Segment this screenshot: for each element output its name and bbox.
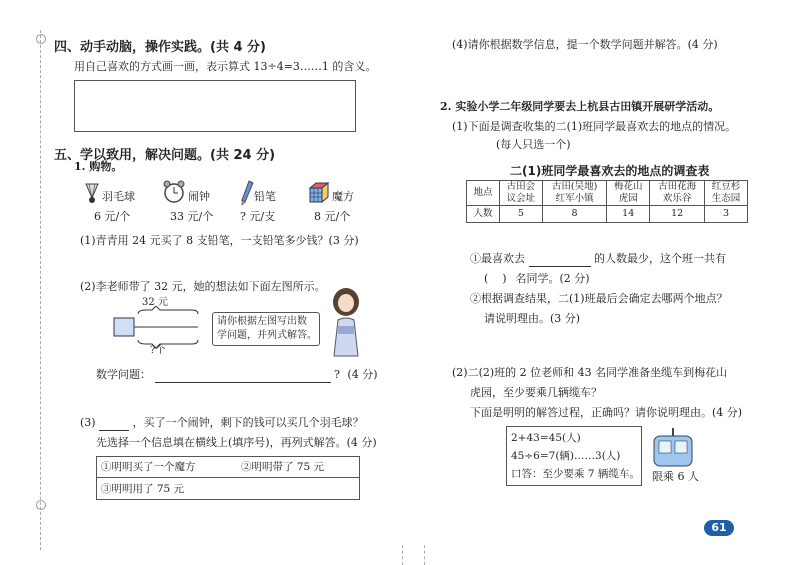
section4-title: 四、动手动脑，操作实践。(共 4 分) [54,40,266,55]
q1-2: (2)李老师带了 32 元，她的想法如下面左图所示。 [80,280,326,293]
center-fold-mark [402,545,403,565]
table-cell: 3 [705,206,748,223]
rubiks-cube-icon [308,182,330,204]
cable-car-icon [650,428,696,468]
item-price: 8 元/个 [314,210,351,223]
drawing-area[interactable] [74,80,356,132]
solution-line: 2+43=45(人) [511,432,581,444]
math-question-end: ? [334,368,340,381]
q2-1-a-text: ①最喜欢去 [470,252,525,265]
table-cell: 14 [607,206,650,223]
q1-3-text: ，买了一个闹钟，剩下的钱可以买几个羽毛球？ [132,416,364,429]
q2-1-a-line2 [484,272,590,286]
cable-car-caption: 限乘 6 人 [652,470,699,483]
speech-line: 学问题，并列式解答。 [217,330,317,341]
q2-2b: 虎园，至少要乘几辆缆车？ [470,386,602,399]
q1-3-sub: 先选择一个信息填在横线上(填序号)，再列式解答。(4 分) [96,436,377,449]
item-name: 羽毛球 [102,190,135,203]
q2-1-a-blank[interactable] [529,252,591,267]
diagram-unknown: ?个 [150,345,166,356]
item-price: 6 元/个 [94,210,131,223]
solution-box [506,426,642,486]
speech-bubble [212,312,320,346]
option-3: ③明明用了 75 元 [101,483,185,495]
q1-1: (1)青青用 24 元买了 8 支铅笔，一支铅笔多少钱？(3 分) [80,234,359,247]
speech-line: 请你根据左图写出数 [217,316,307,327]
shopping-items [80,180,380,230]
table-header-cell: 梅花山 虎园 [607,181,650,206]
math-question-score: (4 分) [347,368,378,381]
binding-line [40,30,41,550]
table-cell: 5 [500,206,543,223]
solution-line: 口答：至少要乘 7 辆缆车。 [511,468,640,480]
item-name: 魔方 [332,190,354,203]
q2-1-a [470,252,726,267]
q1-3-label: (3) [80,416,96,429]
math-question-blank[interactable] [155,368,331,383]
q2-1-note: (每人只选一个) [496,138,571,151]
q2-1-a-paren-blank[interactable]: ( ) [484,272,507,285]
q2-title: 2. 实验小学二年级同学要去上杭县古田镇开展研学活动。 [440,100,720,113]
math-question-row [96,368,377,383]
diagram-total: 32 元 [142,297,168,308]
q1-3 [80,416,364,431]
solution-line: 45÷6=7(辆)……3(人) [511,450,621,462]
options-divider [97,477,359,478]
survey-table [466,180,748,223]
item-price: 33 元/个 [170,210,214,223]
q2-1-a-text: 的人数最少，这个班一共有 [594,252,726,265]
item-name: 闹钟 [188,190,210,203]
section5-title: 五、学以致用，解决问题。(共 24 分) [54,148,276,163]
table-header-cell: 红豆杉 生态园 [705,181,748,206]
option-1: ①明明买了一个魔方 [101,461,196,473]
page-number: 61 [711,521,727,534]
teacher-avatar [326,286,366,358]
options-box [96,456,360,500]
table-cell: 8 [542,206,606,223]
table-header-cell: 古田(吴地) 红军小镇 [542,181,606,206]
q4: (4)请你根据数学信息，提一个数学问题并解答。(4 分) [452,38,718,51]
q2-2: (2)二(2)班的 2 位老师和 43 名同学准备坐缆车到梅花山 [452,366,728,379]
q2-2c: 下面是明明的解答过程，正确吗？请你说明理由。(4 分) [470,406,743,419]
item-price: ? 元/支 [240,210,276,223]
table-header-cell: 古田会 议会址 [500,181,543,206]
table-header-cell: 地点 [467,181,500,206]
option-2: ②明明带了 75 元 [241,461,325,473]
center-fold-mark [424,545,425,565]
table-cell: 12 [650,206,705,223]
q2-1-b: ②根据调查结果，二(1)班最后会确定去哪两个地点？ [470,292,728,305]
bracket-diagram [112,296,432,366]
q1-label: 1. 购物。 [74,160,123,173]
table-row [467,206,748,223]
q2-1: (1)下面是调查收集的二(1)班同学最喜欢去的地点的情况。 [452,120,737,133]
table-header-cell: 古田花海 欢乐谷 [650,181,705,206]
page-number-badge [704,520,734,536]
q1-3-blank[interactable] [99,416,129,431]
alarm-clock-icon [162,180,186,204]
q2-1-b2: 请说明理由。(3 分) [484,312,581,325]
q2-1-a-text: 名同学。(2 分) [515,272,590,285]
table-header-row [467,181,748,206]
math-question-label: 数学问题： [96,368,151,381]
shuttlecock-icon [84,182,100,204]
table-row-label: 人数 [467,206,500,223]
item-name: 铅笔 [254,190,276,203]
table-title: 二(1)班同学最喜欢去的地点的调查表 [510,164,710,178]
binding-hole [36,34,46,44]
binding-hole [36,500,46,510]
section4-prompt: 用自己喜欢的方式画一画，表示算式 13÷4=3……1 的含义。 [74,60,377,73]
pencil-icon [240,180,254,206]
